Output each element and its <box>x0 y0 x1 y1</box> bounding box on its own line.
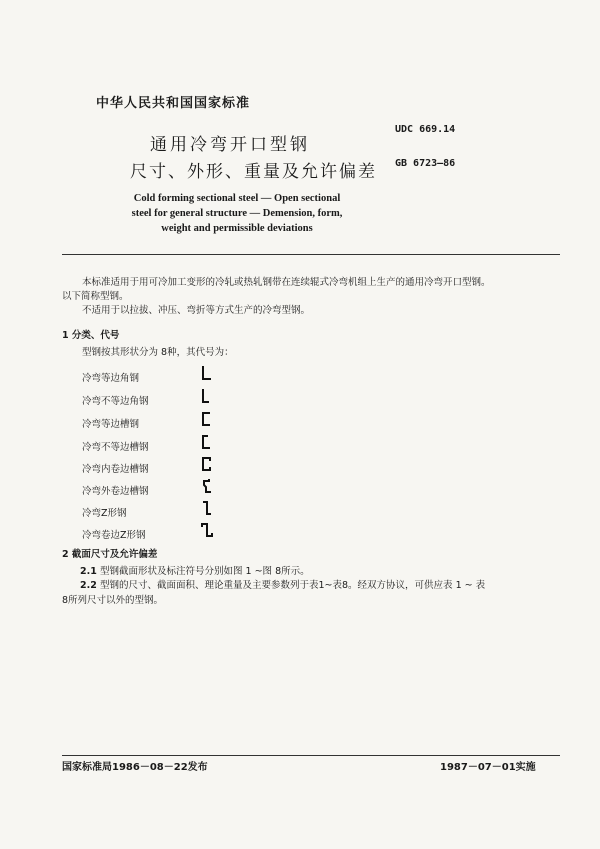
top-divider <box>62 254 560 255</box>
english-title-line: Cold forming sectional steel — Open sectional <box>133 193 341 204</box>
clause-2-1-text: 型钢截面形状及标注符号分别如图 1 ~图 8所示。 <box>100 566 310 577</box>
list-item: 冷弯Z形钢 <box>82 508 127 519</box>
section-1-lead: 型钢按其形状分为 8种，其代号为： <box>82 347 234 358</box>
equal-channel-icon <box>200 411 214 427</box>
lipped-z-section-icon <box>200 522 214 538</box>
gb-number: GB 6723—86 <box>395 158 456 169</box>
list-item: 冷弯内卷边槽钢 <box>82 464 149 475</box>
intro-exclusion: 不适用于以拉拔、冲压、弯折等方式生产的冷弯型钢。 <box>82 305 311 316</box>
list-item: 冷弯等边角钢 <box>82 373 140 384</box>
issuer-line: 中华人民共和国国家标准 <box>96 96 251 111</box>
intro-paragraph: 本标准适用于用可冷加工变形的冷轧或热轧钢带在连续辊式冷弯机组上生产的通用冷弯开口型钢。 <box>82 277 491 288</box>
clause-number: 2.1 <box>80 566 97 577</box>
intro-paragraph-cont: 以下简称型钢。 <box>62 291 129 302</box>
section-2-heading: 2 截面尺寸及允许偏差 <box>62 549 158 560</box>
inner-lip-channel-icon <box>200 456 214 472</box>
clause-number: 2.2 <box>80 580 97 591</box>
list-item: 冷弯等边槽钢 <box>82 419 140 430</box>
english-title-line: steel for general structure — Demension, form, <box>131 208 343 219</box>
z-section-icon <box>200 500 214 516</box>
page-subtitle: 尺寸、外形、重量及允许偏差 <box>130 162 377 182</box>
outer-lip-channel-icon <box>200 478 214 494</box>
unequal-channel-icon <box>200 434 214 450</box>
page-title: 通用冷弯开口型钢 <box>150 135 310 155</box>
list-item: 冷弯卷边Z形钢 <box>82 530 146 541</box>
english-title-line: weight and permissible deviations <box>161 223 313 234</box>
list-item: 冷弯不等边角钢 <box>82 396 149 407</box>
implementation-date: 1987－07－01实施 <box>440 762 536 773</box>
equal-angle-icon <box>200 365 214 381</box>
unequal-angle-icon <box>200 388 214 404</box>
issue-date: 国家标准局1986－08－22发布 <box>62 762 208 773</box>
udc-number: UDC 669.14 <box>395 124 456 135</box>
clause-2-2-cont: 8所列尺寸以外的型钢。 <box>62 595 164 606</box>
list-item: 冷弯外卷边槽钢 <box>82 486 149 497</box>
section-1-heading: 1 分类、代号 <box>62 330 120 341</box>
list-item: 冷弯不等边槽钢 <box>82 442 149 453</box>
clause-2-2-text: 型钢的尺寸、截面面积、理论重量及主要参数列于表1~表8。经双方协议，可供应表 1 ~ 表 <box>100 580 486 591</box>
bottom-divider <box>62 755 560 756</box>
